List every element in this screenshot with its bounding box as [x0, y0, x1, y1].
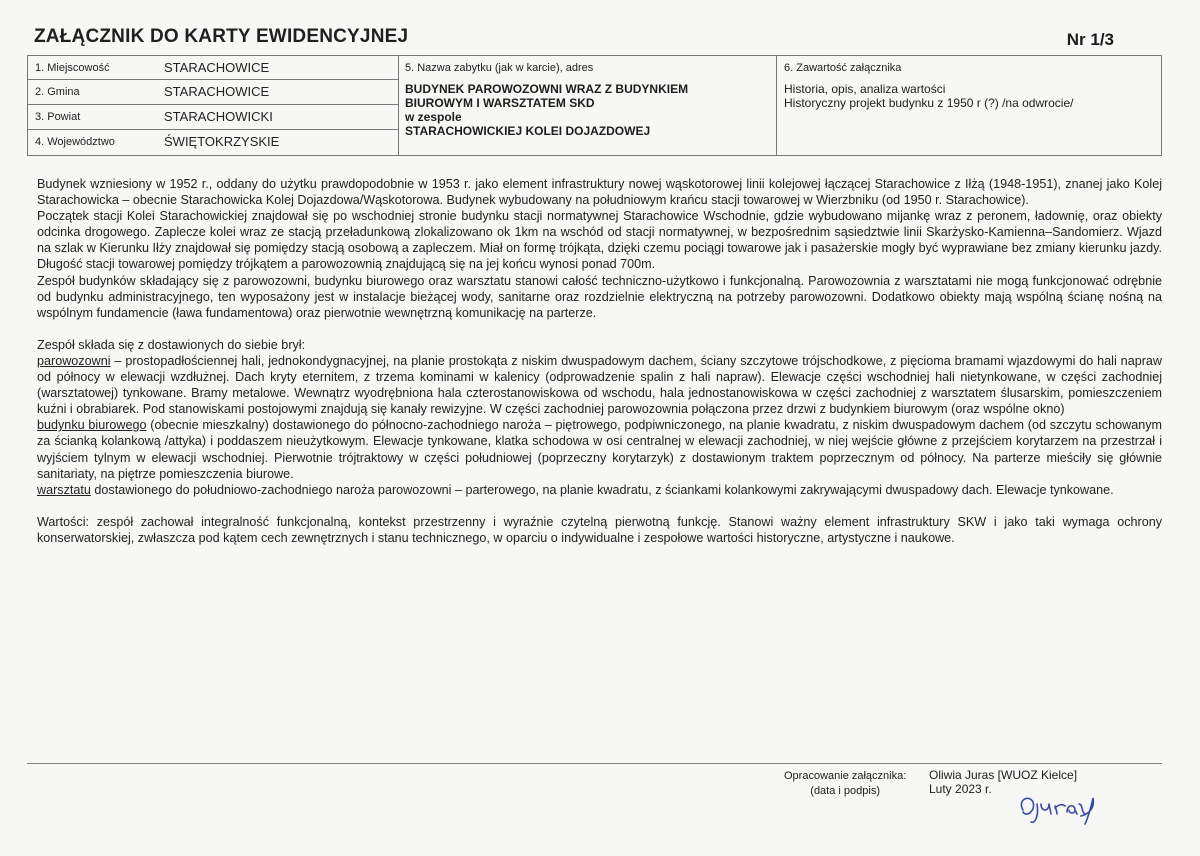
field-label: 2. Gmina [35, 86, 80, 98]
monument-line: w zespole [405, 110, 462, 124]
workshop-text: dostawionego do południowo-zachodniego naroża parowozowni – parterowego, na planie kwadratu, z ściankami kolankowymi zakrywającymi dwuspadowy dach. Elewacje tynkowane. [90, 482, 1114, 497]
term-engine-house: parowozowni [37, 353, 111, 368]
field-row-locality [28, 56, 398, 80]
document-title: ZAŁĄCZNIK DO KARTY EWIDENCYJNEJ [34, 26, 409, 47]
field-row-commune [28, 80, 398, 105]
paragraph-composition: Zespół składa się z dostawionych do siebie brył: [37, 337, 306, 352]
footer-divider [27, 763, 1162, 764]
paragraph-engine-house [37, 353, 1162, 417]
location-column [28, 56, 399, 155]
monument-name [405, 82, 765, 138]
term-workshop: warsztatu [37, 482, 91, 497]
field-label: 1. Miejscowość [35, 62, 110, 74]
engine-house-text: – prostopadłościennej hali, jednokondygnacyjnej, na planie prostokąta z niskim dwuspadowym dachem, ściany szczytowe trójschodkowe, z pięcioma bramami wjazdowymi do hali napraw od północy w elewacji wzdłużnej. Dach kryty eternitem, z trzema kominami w kalenicy (odprowadzenie spalin z hali napraw). Elewacje części wschodniej hali nietynkowane, w części zachodniej (warsztatowej) tynkowane. Bramy metalowe. Wewnątrz wyodrębniona hala czterostanowiskowa od wschodu, hala jednostanowiskowa w części zachodniej z warsztatem ślusarskim, pomieszczeniem kuźni i obrabiarek. Pod stanowiskami postojowymi znajdują się kanały rewizyjne. W części zachodniej parowozownia połączona przez drzwi z budynkiem biurowym (oraz wspólne okno) [37, 353, 1162, 417]
paragraph-station: Początek stacji Kolei Starachowickiej znajdował się po wschodniej stronie budynku stacji normatywnej Starachowice Wschodnie, gdzie wybudowano mijankę wraz z peronem, ładownię, oraz obiekty odcinka drogowego. Zaplecze kolei wraz ze stacją przeładunkową zlokalizowano ok 1km na wschód od stacji normatywnej, w bezpośrednim sąsiedztwie linii Skarżysko-Kamienna–Sandomierz. Wjazd na szlak w Kierunku Iłży znajdował się pomiędzy stacją osobową a zapleczem. Miał on formę trójkąta, dzięki czemu pociągi towarowe jak i pasażerskie mogły być wyprawiane bez zmiany kierunku jazdy. Długość stacji towarowej pomiędzy trójkątem a parowozownią znajdującą się na jej końcu wynosi ponad 700m. [37, 209, 1162, 272]
field-value: STARACHOWICE [164, 60, 270, 75]
contents-line: Historia, opis, analiza wartości [784, 82, 946, 96]
paragraph-values: Wartości: zespół zachował integralność funkcjonalną, kontekst przestrzenny i wyraźnie czytelną pierwotną funkcję. Stanowi ważny element infrastruktury SKW i jako taki wymaga ochrony konserwatorskiej, zwłaszcza pod kątem cech zewnętrznych i stanu technicznego, w oparciu o indywidualne i zespołowe wartości historyczne, artystyczne i naukowe. [37, 514, 1162, 545]
paragraph-complex: Zespół budynków składający się z parowozowni, budynku biurowego oraz warsztatu stanowi całość techniczno-użytkowo i funkcjonalną. Parowozownia z warsztatami nie mogą funkcjonować odrębnie od budynku administracyjnego, ten wyposażony jest w instalacje bieżącej wody, sanitarne oraz rozdzielnie elektryczną na potrzeby parowozowni. Dodatkowo obiekty mają wspólną ścianę nośną na wspólnym fundamencie (ława fundamentowa) oraz pierwotnie wewnętrzną komunikację na parterze. [37, 273, 1162, 320]
paragraph-history: Budynek wzniesiony w 1952 r., oddany do użytku prawdopodobnie w 1953 r. jako element infrastruktury nowej wąskotorowej linii kolejowej łączącej Starachowice z Iłżą (1948-1951), znanej jako Kolej Starachowicka – obecnie Starachowicka Kolej Dojazdowa/Wąskotorowa. Budynek wybudowany na południowym krańcu stacji towarowej w Wierzbniku (od 1950 r. Starachowice). [37, 177, 1162, 208]
prepared-label [784, 769, 906, 799]
description-body [37, 176, 1162, 546]
document-number: Nr 1/3 [1066, 30, 1114, 49]
term-office: budynku biurowego [37, 418, 147, 433]
author-name: Oliwia Juras [WUOZ Kielce] [929, 768, 1078, 782]
field-value: STARACHOWICKI [164, 109, 273, 124]
prepared-date: Luty 2023 r. [929, 782, 992, 796]
field-row-voivodeship [28, 130, 398, 155]
date-label-text: (data i podpis) [810, 785, 880, 797]
prepared-label-text: Opracowanie załącznika: [784, 770, 907, 782]
monument-label: 5. Nazwa zabytku (jak w karcie), adres [405, 62, 594, 74]
field-row-county [28, 105, 398, 130]
handwritten-signature [1015, 790, 1105, 835]
paragraph-office [37, 417, 1162, 481]
paragraph-workshop [37, 482, 1162, 498]
contents-line: Historyczny projekt budynku z 1950 r (?) /na odwrocie/ [784, 96, 1074, 110]
field-value: ŚWIĘTOKRZYSKIE [164, 134, 280, 149]
monument-line: BIUROWYM I WARSZTATEM SKD [405, 96, 595, 110]
monument-line: STARACHOWICKIEJ KOLEI DOJAZDOWEJ [405, 124, 651, 138]
field-value: STARACHOWICE [164, 84, 270, 99]
header-table [27, 55, 1162, 156]
field-label: 4. Województwo [35, 136, 115, 148]
monument-line: BUDYNEK PAROWOZOWNI WRAZ Z BUDYNKIEM [405, 82, 689, 96]
field-label: 3. Powiat [35, 111, 81, 123]
contents-column [777, 56, 1161, 155]
monument-column [399, 56, 777, 155]
office-text: (obecnie mieszkalny) dostawionego do północno-zachodniego naroża – piętrowego, podpiwniczonego, na planie kwadratu, z niskim dwuspadowym dachem (od szczytu schowanym za ścianką kolankową /attyka) i poddaszem nieużytkowym. Elewacje tynkowane, klatka schodowa w osi centralnej w elewacji zachodniej, w niej wejście główne z przejściem korytarzem na przestrzał i wyjściem tylnym w elewacji wschodniej. Pierwotnie trójtraktowy w części południowej (poprzeczny korytarzyk) z dostawionym traktem poprzecznym od północy. Na parterze mieściły się głównie sanitariaty, na piętrze pomieszczenia biurowe. [37, 418, 1162, 481]
contents-label: 6. Zawartość załącznika [784, 62, 902, 74]
